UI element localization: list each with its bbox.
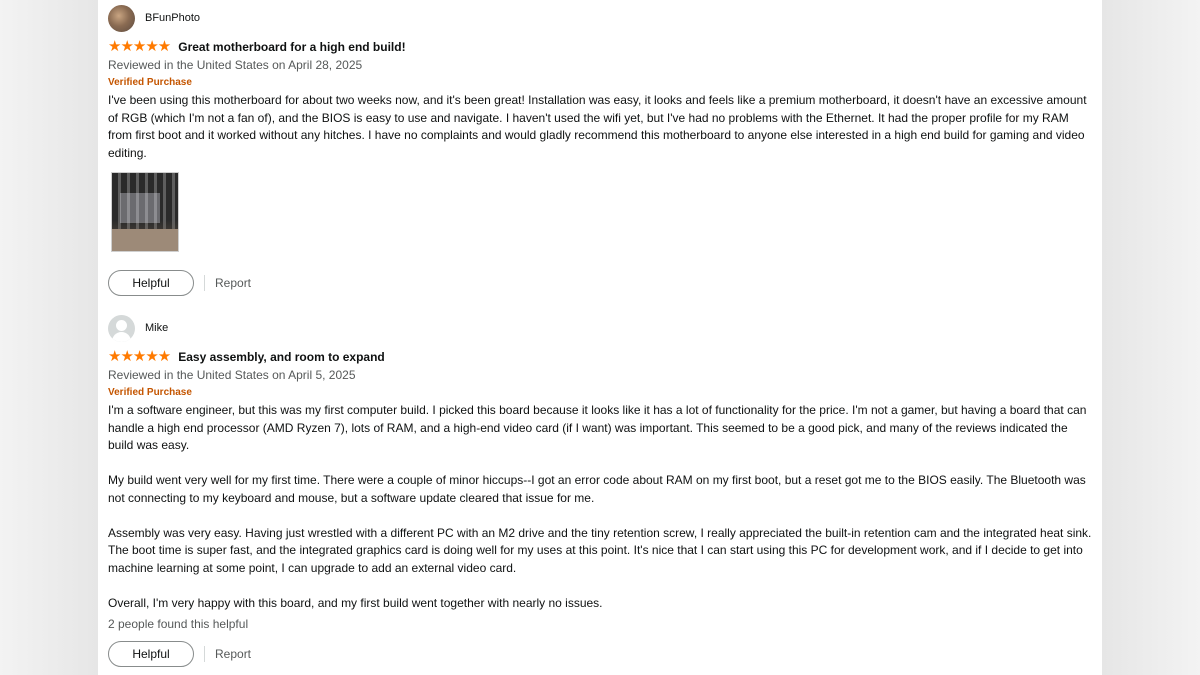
star-rating-icon[interactable]: ★★★★★ — [108, 348, 171, 365]
right-background — [1102, 0, 1200, 675]
review-paragraph: Assembly was very easy. Having just wrestled with a different PC with an M2 drive and the tiny retention screw, I really appreciated the built-in retention cam and the integrated heat sink. The boot time is super fast, and the integrated graphics card is doing well for my uses at this point. It's nice that I can start using this PC for development work, and if I decide to get into machine learning at some point, I can upgrade to add an external video card. — [108, 525, 1092, 575]
helpful-button[interactable]: Helpful — [108, 641, 194, 667]
review-date: Reviewed in the United States on April 28, 2025 — [108, 58, 363, 72]
verified-purchase-badge[interactable]: Verified Purchase — [108, 387, 192, 398]
review-card — [108, 314, 1093, 668]
reviewer-profile[interactable] — [108, 314, 1093, 342]
review-image-thumbnail[interactable] — [111, 172, 179, 252]
avatar-head — [116, 320, 127, 331]
review-paragraph: I'm a software engineer, but this was my first computer build. I picked this board because it looks like it has a lot of functionality for the price. I'm not a gamer, but having a board that can handle a high end processor (AMD Ryzen 7), lots of RAM, and a high-end video card (if I want) was important. This seemed to be a good pick, and many of the reviews indicated the build was easy. — [108, 403, 1087, 452]
review-title-row — [108, 349, 1093, 365]
thumbnail-detail — [112, 229, 178, 251]
review-card — [108, 4, 1093, 297]
avatar[interactable] — [108, 5, 135, 32]
reviewer-name[interactable]: BFunPhoto — [145, 12, 201, 24]
review-title[interactable]: Easy assembly, and room to expand — [178, 350, 385, 364]
reviews-panel — [98, 0, 1102, 675]
review-body — [108, 402, 1093, 612]
review-date: Reviewed in the United States on April 5, 2025 — [108, 368, 356, 382]
reviewer-name[interactable]: Mike — [145, 322, 169, 334]
divider — [204, 275, 205, 291]
star-rating-icon[interactable]: ★★★★★ — [108, 38, 171, 55]
review-paragraph: I've been using this motherboard for about two weeks now, and it's been great! Installation was easy, it looks and feels like a premium motherboard, it doesn't have an excessive amount of RGB (which I'm not a fan of), and the BIOS is easy to use and navigate. I haven't used the wifi yet, but I've had no problems with the Ethernet. It had the proper profile for my RAM from first boot and it worked without any hitches. I have no complaints and would gladly recommend this motherboard to anyone else interested in a high end build for gaming and video editing. — [108, 93, 1087, 160]
helpful-count: 2 people found this helpful — [108, 617, 249, 631]
reviewer-profile[interactable] — [108, 4, 1093, 32]
review-body — [108, 92, 1093, 162]
divider — [204, 646, 205, 662]
review-title-row — [108, 39, 1093, 55]
review-paragraph: My build went very well for my first time. There were a couple of minor hiccups--I got an error code about RAM on my first boot, but a reset got me to the BIOS easily. The Bluetooth was not connecting to my keyboard and mouse, but a software update cleared that issue for me. — [108, 473, 1086, 505]
avatar-body — [112, 332, 131, 342]
review-title[interactable]: Great motherboard for a high end build! — [178, 40, 406, 54]
default-avatar-icon[interactable] — [108, 315, 135, 342]
verified-purchase-badge[interactable]: Verified Purchase — [108, 77, 192, 88]
thumbnail-detail — [120, 193, 160, 223]
report-link[interactable]: Report — [215, 647, 252, 661]
report-link[interactable]: Report — [215, 276, 252, 290]
review-actions — [108, 640, 1093, 668]
review-paragraph: Overall, I'm very happy with this board, and my first build went together with nearly no issues. — [108, 595, 603, 610]
left-background — [0, 0, 98, 675]
helpful-button[interactable]: Helpful — [108, 270, 194, 296]
review-actions — [108, 269, 1093, 297]
